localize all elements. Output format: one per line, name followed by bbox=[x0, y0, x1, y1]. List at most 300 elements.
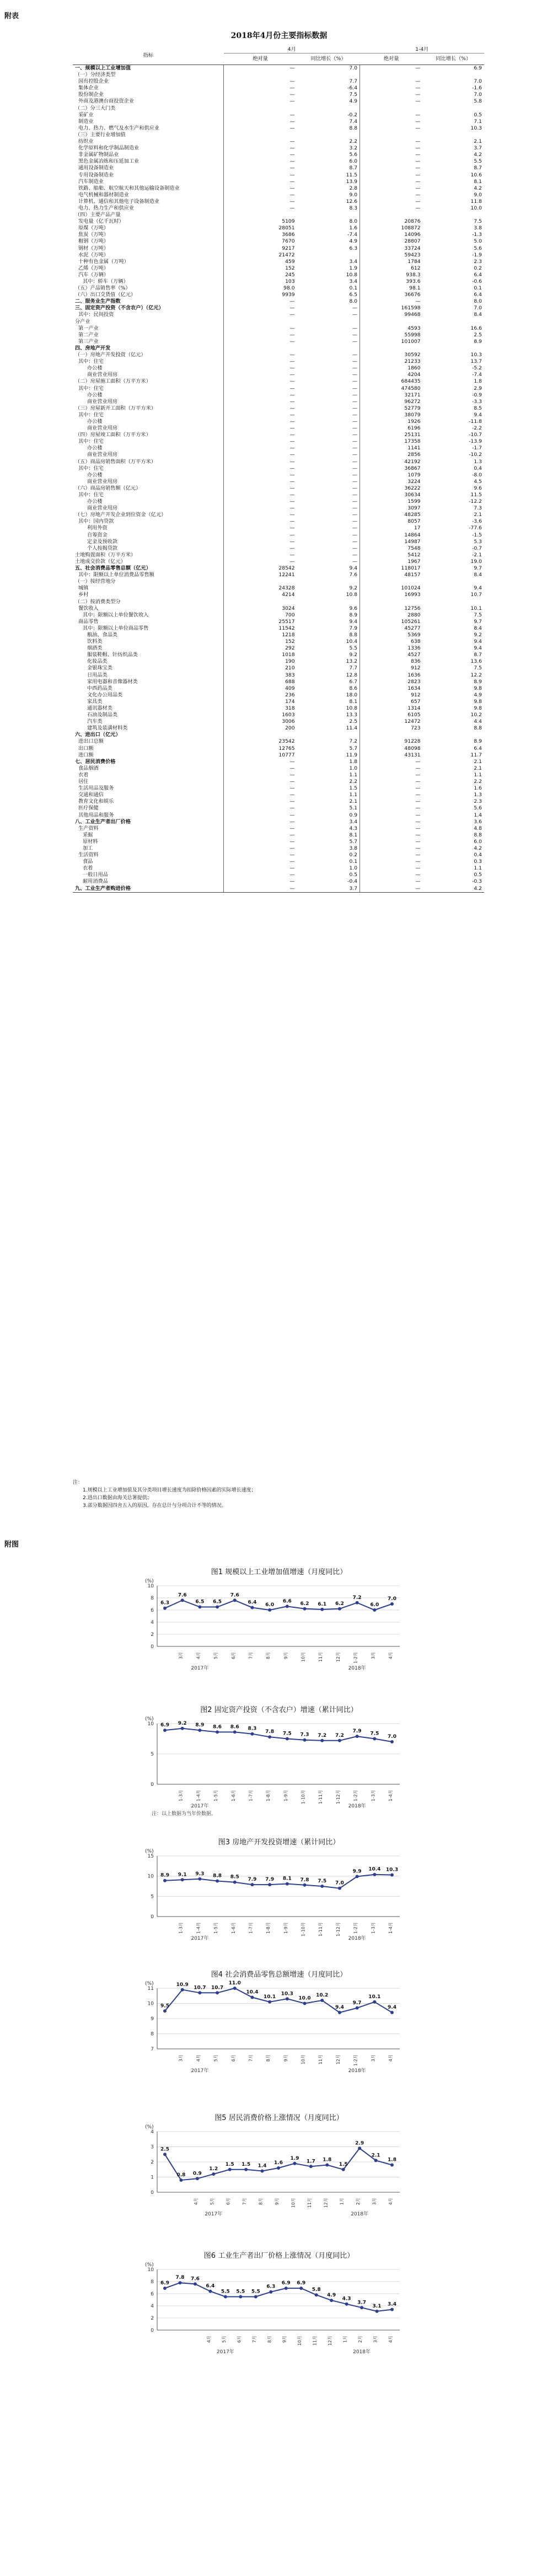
row-value: 638 bbox=[360, 638, 423, 645]
row-value: — bbox=[224, 405, 297, 412]
table-row bbox=[73, 878, 484, 885]
row-value: 1.1 bbox=[474, 771, 482, 778]
section-label-tables: 附表 bbox=[4, 12, 19, 20]
row-value: — bbox=[352, 485, 358, 491]
data-point bbox=[268, 1608, 271, 1612]
row-label: 五、社会消费品零售总额（亿元） bbox=[75, 565, 151, 572]
data-point bbox=[390, 2164, 394, 2167]
chart-1 bbox=[0, 1576, 558, 1686]
row-value: — bbox=[224, 779, 297, 785]
row-value: — bbox=[352, 505, 358, 512]
row-value: 13.9 bbox=[346, 178, 358, 185]
data-label: 9.2 bbox=[178, 1720, 187, 1726]
row-label: 原材料 bbox=[83, 838, 98, 845]
table-row bbox=[73, 565, 484, 572]
row-label: 家具类 bbox=[87, 698, 103, 705]
row-value: 5369 bbox=[360, 632, 423, 638]
row-value: 12756 bbox=[360, 605, 423, 612]
row-value: — bbox=[360, 192, 423, 198]
data-label: 10.9 bbox=[176, 1982, 189, 1988]
row-value: -77.6 bbox=[469, 525, 482, 532]
row-value: 1.1 bbox=[349, 792, 358, 798]
row-label: 其他用品和服务 bbox=[78, 812, 114, 818]
row-value: — bbox=[224, 452, 297, 458]
year-label: 2018年 bbox=[348, 2068, 366, 2074]
row-value: — bbox=[352, 411, 358, 418]
data-point bbox=[356, 1875, 359, 1878]
row-label: 乙烯（万吨） bbox=[78, 265, 109, 271]
row-value: 0.5 bbox=[349, 872, 358, 878]
row-value: — bbox=[352, 558, 358, 565]
data-point bbox=[233, 1881, 237, 1884]
table-row bbox=[73, 845, 484, 852]
x-tick-label: 10月 bbox=[291, 2198, 296, 2208]
row-value: 7.4 bbox=[349, 118, 358, 125]
x-tick-label: 8月 bbox=[258, 2198, 264, 2205]
row-value: 12765 bbox=[224, 745, 297, 752]
x-tick-label: 5月 bbox=[213, 1652, 219, 1660]
data-label: 1.9 bbox=[290, 2155, 299, 2161]
row-value: — bbox=[352, 458, 358, 465]
row-value: -0.4 bbox=[347, 878, 358, 885]
row-value: 10.8 bbox=[346, 705, 358, 711]
row-value: 38079 bbox=[360, 412, 423, 418]
row-value: 32171 bbox=[360, 392, 423, 399]
row-value: — bbox=[224, 445, 297, 452]
table-notes bbox=[73, 1479, 256, 1510]
col-group-month: 4月 bbox=[224, 46, 360, 53]
row-value bbox=[423, 345, 484, 352]
row-value: 2.1 bbox=[474, 512, 482, 518]
row-value bbox=[360, 212, 423, 218]
y-tick-label: 4 bbox=[151, 2304, 154, 2309]
row-value: 10.4 bbox=[346, 638, 358, 645]
chart-3 bbox=[0, 1846, 558, 1956]
data-label: 6.6 bbox=[282, 1598, 292, 1604]
row-value: 42192 bbox=[360, 459, 423, 465]
row-value: 2.2 bbox=[349, 138, 358, 145]
row-value: 10.6 bbox=[470, 171, 482, 178]
row-value: 9.2 bbox=[349, 652, 358, 658]
table-row bbox=[73, 605, 484, 612]
data-label: 6.9 bbox=[160, 2280, 169, 2287]
row-value: 59423 bbox=[360, 252, 423, 259]
table-row bbox=[73, 525, 484, 532]
row-value: 8.9 bbox=[474, 338, 482, 345]
row-value: 14864 bbox=[360, 532, 423, 539]
row-value: 0.4 bbox=[474, 465, 482, 471]
row-value: — bbox=[352, 438, 358, 445]
table-row bbox=[73, 685, 484, 692]
table-row bbox=[73, 459, 484, 465]
data-label: 0.9 bbox=[192, 2171, 202, 2177]
row-value: — bbox=[224, 332, 297, 339]
row-value: 4593 bbox=[360, 325, 423, 332]
data-point bbox=[345, 2303, 348, 2306]
row-value: 1218 bbox=[224, 632, 297, 638]
row-value: 1.3 bbox=[474, 792, 482, 798]
row-label: 进口额 bbox=[78, 752, 94, 758]
row-value: — bbox=[360, 145, 423, 152]
chart-title: 图3 房地产开发投资增速（累计同比） bbox=[218, 1838, 340, 1847]
row-value: — bbox=[360, 845, 423, 852]
x-tick-label: 3月 bbox=[178, 1652, 184, 1660]
row-value bbox=[297, 212, 360, 218]
note-line: 3.部分数据因四舍五入的原因，存在总计与分项合计不等的情况。 bbox=[83, 1503, 227, 1509]
row-label: 利用外资 bbox=[87, 525, 108, 532]
row-value: 7.5 bbox=[349, 92, 358, 98]
row-value: — bbox=[224, 505, 297, 512]
row-value: 14987 bbox=[360, 539, 423, 545]
x-tick-label: 1-4月 bbox=[196, 1790, 201, 1802]
row-value: 11.8 bbox=[470, 198, 482, 205]
table-row bbox=[73, 712, 484, 718]
x-tick-label: 3月 bbox=[372, 2198, 377, 2205]
row-value: — bbox=[224, 545, 297, 552]
data-label: 6.4 bbox=[206, 2283, 215, 2289]
row-value: 2.9 bbox=[474, 385, 482, 391]
row-value: 9.0 bbox=[474, 191, 482, 198]
row-value: — bbox=[352, 478, 358, 485]
data-point bbox=[342, 2168, 345, 2171]
data-label: 3.7 bbox=[357, 2300, 367, 2306]
x-tick-label: 3月 bbox=[373, 2336, 378, 2343]
row-value: 17358 bbox=[360, 438, 423, 445]
row-label: （四）主要产品产量 bbox=[75, 212, 121, 218]
x-tick-label: 5月 bbox=[210, 2198, 215, 2205]
table-row bbox=[73, 858, 484, 865]
x-tick-label: 7月 bbox=[251, 2336, 257, 2343]
row-value: 2.1 bbox=[474, 758, 482, 765]
x-tick-label: 9月 bbox=[283, 2054, 288, 2062]
row-value: 0.5 bbox=[474, 872, 482, 878]
x-tick-label: 1-7月 bbox=[248, 1922, 254, 1934]
row-value: 9.8 bbox=[474, 685, 482, 691]
y-tick-label: 2 bbox=[151, 1632, 154, 1638]
year-label: 2018年 bbox=[348, 1666, 366, 1671]
row-value: 236 bbox=[224, 692, 297, 699]
data-label: 8.6 bbox=[213, 1724, 222, 1730]
row-value: 8.8 bbox=[349, 631, 358, 638]
row-value: 8.6 bbox=[349, 685, 358, 691]
x-tick-label: 1-4月 bbox=[196, 1922, 201, 1934]
table-row bbox=[73, 198, 484, 205]
row-value: 3686 bbox=[224, 232, 297, 238]
table-row bbox=[73, 185, 484, 192]
row-value bbox=[360, 72, 423, 78]
row-value: 190 bbox=[224, 658, 297, 665]
y-tick-label: 5 bbox=[151, 1752, 154, 1757]
row-label: 黑色金属冶炼和压延加工业 bbox=[78, 158, 140, 165]
row-label: （三）房屋新开工面积（万平方米） bbox=[75, 405, 156, 411]
data-point bbox=[268, 2000, 271, 2004]
year-label: 2017年 bbox=[191, 1666, 209, 1671]
data-point bbox=[277, 2166, 280, 2170]
row-value: 1.0 bbox=[349, 865, 358, 872]
x-tick-label: 12月 bbox=[323, 2198, 329, 2208]
y-tick-label: 4 bbox=[151, 1620, 154, 1625]
row-value: 5.5 bbox=[474, 158, 482, 165]
row-label: 饮料类 bbox=[87, 638, 103, 645]
data-point bbox=[390, 1873, 394, 1876]
row-value: 91228 bbox=[360, 738, 423, 745]
data-point bbox=[261, 2170, 264, 2173]
table-row bbox=[73, 765, 484, 772]
data-point bbox=[373, 2000, 376, 2004]
table-row bbox=[73, 325, 484, 332]
row-value: 7548 bbox=[360, 545, 423, 552]
row-value: 36867 bbox=[360, 465, 423, 472]
year-label: 2017年 bbox=[191, 1804, 209, 1809]
table-row bbox=[73, 812, 484, 819]
data-point bbox=[360, 2306, 363, 2309]
row-value: 9.4 bbox=[349, 565, 358, 572]
table-row bbox=[73, 399, 484, 405]
row-value: 2.1 bbox=[474, 765, 482, 771]
x-tick-label: 2月 bbox=[356, 2198, 361, 2205]
row-label: 办公楼 bbox=[87, 391, 103, 398]
row-value: 9.4 bbox=[474, 638, 482, 645]
x-tick-label: 12月 bbox=[335, 1652, 341, 1662]
row-value: 18.0 bbox=[346, 691, 358, 698]
row-value: — bbox=[360, 198, 423, 205]
row-value: 9.2 bbox=[474, 631, 482, 638]
data-label: 10.4 bbox=[368, 1866, 381, 1872]
row-value: 99468 bbox=[360, 312, 423, 318]
row-value: 11.5 bbox=[346, 171, 358, 178]
x-tick-label: 1-10月 bbox=[301, 1790, 306, 1805]
row-label: 商业营业用房 bbox=[87, 398, 118, 405]
row-value: — bbox=[352, 425, 358, 432]
table-row bbox=[73, 452, 484, 458]
x-tick-label: 12月 bbox=[328, 2336, 333, 2346]
data-label: 3.1 bbox=[372, 2303, 382, 2309]
row-value: 13.2 bbox=[346, 658, 358, 665]
table-row bbox=[73, 645, 484, 652]
row-value: 7.2 bbox=[349, 738, 358, 745]
y-tick-label: 0 bbox=[151, 2190, 154, 2196]
row-label: 医疗保健 bbox=[78, 805, 99, 812]
data-label: 8.6 bbox=[230, 1724, 239, 1730]
row-value: -10.2 bbox=[469, 452, 482, 458]
row-label: 定金及预收款 bbox=[87, 538, 118, 545]
row-value: -3.3 bbox=[472, 398, 482, 405]
y-tick-label: 4 bbox=[151, 2129, 154, 2135]
row-value: 9.4 bbox=[474, 411, 482, 418]
row-value bbox=[297, 345, 360, 352]
table-row bbox=[73, 545, 484, 552]
row-value: — bbox=[360, 886, 423, 893]
row-value: 7.6 bbox=[349, 572, 358, 578]
x-tick-label: 1-4月 bbox=[388, 1790, 393, 1802]
row-value: — bbox=[224, 518, 297, 525]
year-label: 2018年 bbox=[351, 2212, 369, 2217]
y-tick-label: 0 bbox=[151, 2328, 154, 2333]
row-value: — bbox=[224, 399, 297, 405]
row-value: 1.3 bbox=[474, 458, 482, 465]
table-row bbox=[73, 619, 484, 625]
data-label: 6.2 bbox=[300, 1601, 309, 1607]
data-label: 6.1 bbox=[318, 1601, 327, 1607]
row-value: — bbox=[224, 78, 297, 85]
row-label: 建筑及装潢材料类 bbox=[87, 725, 128, 732]
row-value: 688 bbox=[224, 679, 297, 685]
row-value bbox=[297, 732, 360, 738]
chart-6 bbox=[0, 2260, 558, 2370]
data-label: 0.8 bbox=[176, 2172, 186, 2178]
row-value: 6.0 bbox=[349, 158, 358, 165]
data-label: 4.9 bbox=[327, 2293, 336, 2299]
data-label: 2.1 bbox=[371, 2153, 380, 2159]
row-label: 纺织业 bbox=[78, 138, 94, 145]
row-value: 1599 bbox=[360, 498, 423, 505]
x-tick-label: 10月 bbox=[301, 2054, 306, 2065]
table-row bbox=[73, 886, 484, 893]
y-tick-label: 11 bbox=[147, 1986, 154, 1992]
x-tick-label: 1-2月 bbox=[353, 1922, 358, 1934]
row-value: — bbox=[360, 785, 423, 792]
row-value: — bbox=[224, 125, 297, 132]
row-value: 723 bbox=[360, 725, 423, 732]
table-row bbox=[73, 332, 484, 339]
row-value: 1.8 bbox=[349, 758, 358, 765]
row-value: 28542 bbox=[224, 565, 297, 572]
data-point bbox=[163, 1729, 167, 1732]
note-line: 注： bbox=[73, 1480, 83, 1485]
table-row bbox=[73, 585, 484, 592]
y-tick-label: 10 bbox=[147, 1584, 154, 1589]
row-value: 4.2 bbox=[474, 845, 482, 851]
row-value: 612 bbox=[360, 265, 423, 272]
table-row bbox=[73, 705, 484, 712]
row-label: 耐用消费品 bbox=[83, 878, 108, 885]
table-row bbox=[73, 612, 484, 619]
data-label: 7.0 bbox=[335, 1880, 344, 1886]
row-value: — bbox=[224, 112, 297, 119]
row-label: 土地购置面积（万平方米） bbox=[75, 551, 136, 558]
table-row bbox=[73, 692, 484, 699]
row-value: — bbox=[224, 358, 297, 365]
data-label: 6.3 bbox=[266, 2284, 276, 2290]
row-value: 1.8 bbox=[474, 378, 482, 385]
y-tick-label: 8 bbox=[151, 2279, 154, 2285]
x-tick-label: 5月 bbox=[213, 2054, 219, 2062]
table-row bbox=[73, 372, 484, 378]
table-row bbox=[73, 679, 484, 685]
x-tick-label: 1-9月 bbox=[283, 1790, 288, 1802]
table-row bbox=[73, 752, 484, 759]
row-value: 7.5 bbox=[474, 611, 482, 618]
y-tick-label: 10 bbox=[147, 1874, 154, 1880]
x-tick-label: 1-2月 bbox=[353, 2054, 358, 2067]
y-tick-label: 9 bbox=[151, 2016, 154, 2022]
row-value: 98.0 bbox=[224, 285, 297, 292]
table-row bbox=[73, 405, 484, 412]
y-axis-unit: (%) bbox=[145, 1716, 154, 1722]
x-tick-label: 1月 bbox=[339, 2198, 345, 2205]
x-tick-label: 1-11月 bbox=[318, 1790, 324, 1805]
x-tick-label: 4月 bbox=[193, 2198, 198, 2205]
table-row bbox=[73, 512, 484, 518]
row-label: 第一产业 bbox=[78, 325, 99, 331]
data-point bbox=[269, 2290, 272, 2294]
row-label: 专用设备制造业 bbox=[78, 171, 114, 178]
row-value: 5.6 bbox=[349, 152, 358, 158]
row-value: 1784 bbox=[360, 259, 423, 265]
row-value: 1967 bbox=[360, 559, 423, 565]
row-value: 7.7 bbox=[349, 665, 358, 672]
row-label: 衣着 bbox=[83, 865, 93, 872]
row-value: 28807 bbox=[360, 238, 423, 245]
row-value: 2880 bbox=[360, 612, 423, 619]
row-label: 国有控股企业 bbox=[78, 78, 109, 85]
row-value: — bbox=[352, 385, 358, 391]
row-label: 采矿业 bbox=[78, 111, 94, 118]
table-row bbox=[73, 365, 484, 372]
row-value: — bbox=[224, 832, 297, 839]
row-value: 8.0 bbox=[349, 298, 358, 305]
row-value: 2.3 bbox=[474, 258, 482, 265]
table-row bbox=[73, 825, 484, 832]
table-row bbox=[73, 819, 484, 825]
row-value: 245 bbox=[224, 272, 297, 278]
row-value: 9.2 bbox=[349, 585, 358, 592]
row-value: — bbox=[352, 471, 358, 478]
table-row bbox=[73, 418, 484, 425]
data-label: 9.4 bbox=[388, 2005, 396, 2010]
row-value: 152 bbox=[224, 638, 297, 645]
y-tick-label: 6 bbox=[151, 1608, 154, 1613]
data-point bbox=[233, 1730, 237, 1734]
data-label: 10.4 bbox=[246, 1989, 259, 1995]
table-row bbox=[73, 312, 484, 318]
row-value: — bbox=[224, 465, 297, 472]
y-axis-unit: (%) bbox=[145, 2124, 154, 2130]
row-value: 2.1 bbox=[474, 138, 482, 145]
table-row bbox=[73, 738, 484, 745]
row-value: 11.4 bbox=[346, 725, 358, 732]
row-value: 10.0 bbox=[470, 205, 482, 211]
row-value bbox=[423, 105, 484, 112]
data-label: 7.6 bbox=[178, 1592, 187, 1598]
row-label: 自筹资金 bbox=[87, 532, 108, 538]
row-value: — bbox=[224, 772, 297, 779]
row-value: -5.2 bbox=[472, 365, 482, 372]
data-point bbox=[224, 2295, 227, 2299]
y-tick-label: 3 bbox=[151, 2144, 154, 2150]
table-row bbox=[73, 339, 484, 345]
row-value: 0.3 bbox=[474, 858, 482, 865]
data-point bbox=[178, 2281, 181, 2284]
row-value: 14096 bbox=[360, 232, 423, 238]
x-tick-label: 1-3月 bbox=[178, 1790, 184, 1802]
row-value: — bbox=[352, 325, 358, 331]
row-value: 13.3 bbox=[346, 712, 358, 718]
row-value: 1.1 bbox=[349, 771, 358, 778]
row-label: 制造业 bbox=[78, 118, 94, 125]
row-value: 9217 bbox=[224, 245, 297, 252]
row-value: — bbox=[360, 138, 423, 145]
row-value: 2856 bbox=[360, 452, 423, 458]
row-value: — bbox=[352, 305, 358, 312]
row-label: 第三产业 bbox=[78, 338, 99, 345]
row-value: 9939 bbox=[224, 292, 297, 298]
table-row bbox=[73, 492, 484, 498]
data-point bbox=[250, 1606, 254, 1609]
row-value: -1.9 bbox=[472, 251, 482, 258]
x-tick-label: 4月 bbox=[388, 2198, 393, 2205]
row-value: — bbox=[352, 525, 358, 532]
